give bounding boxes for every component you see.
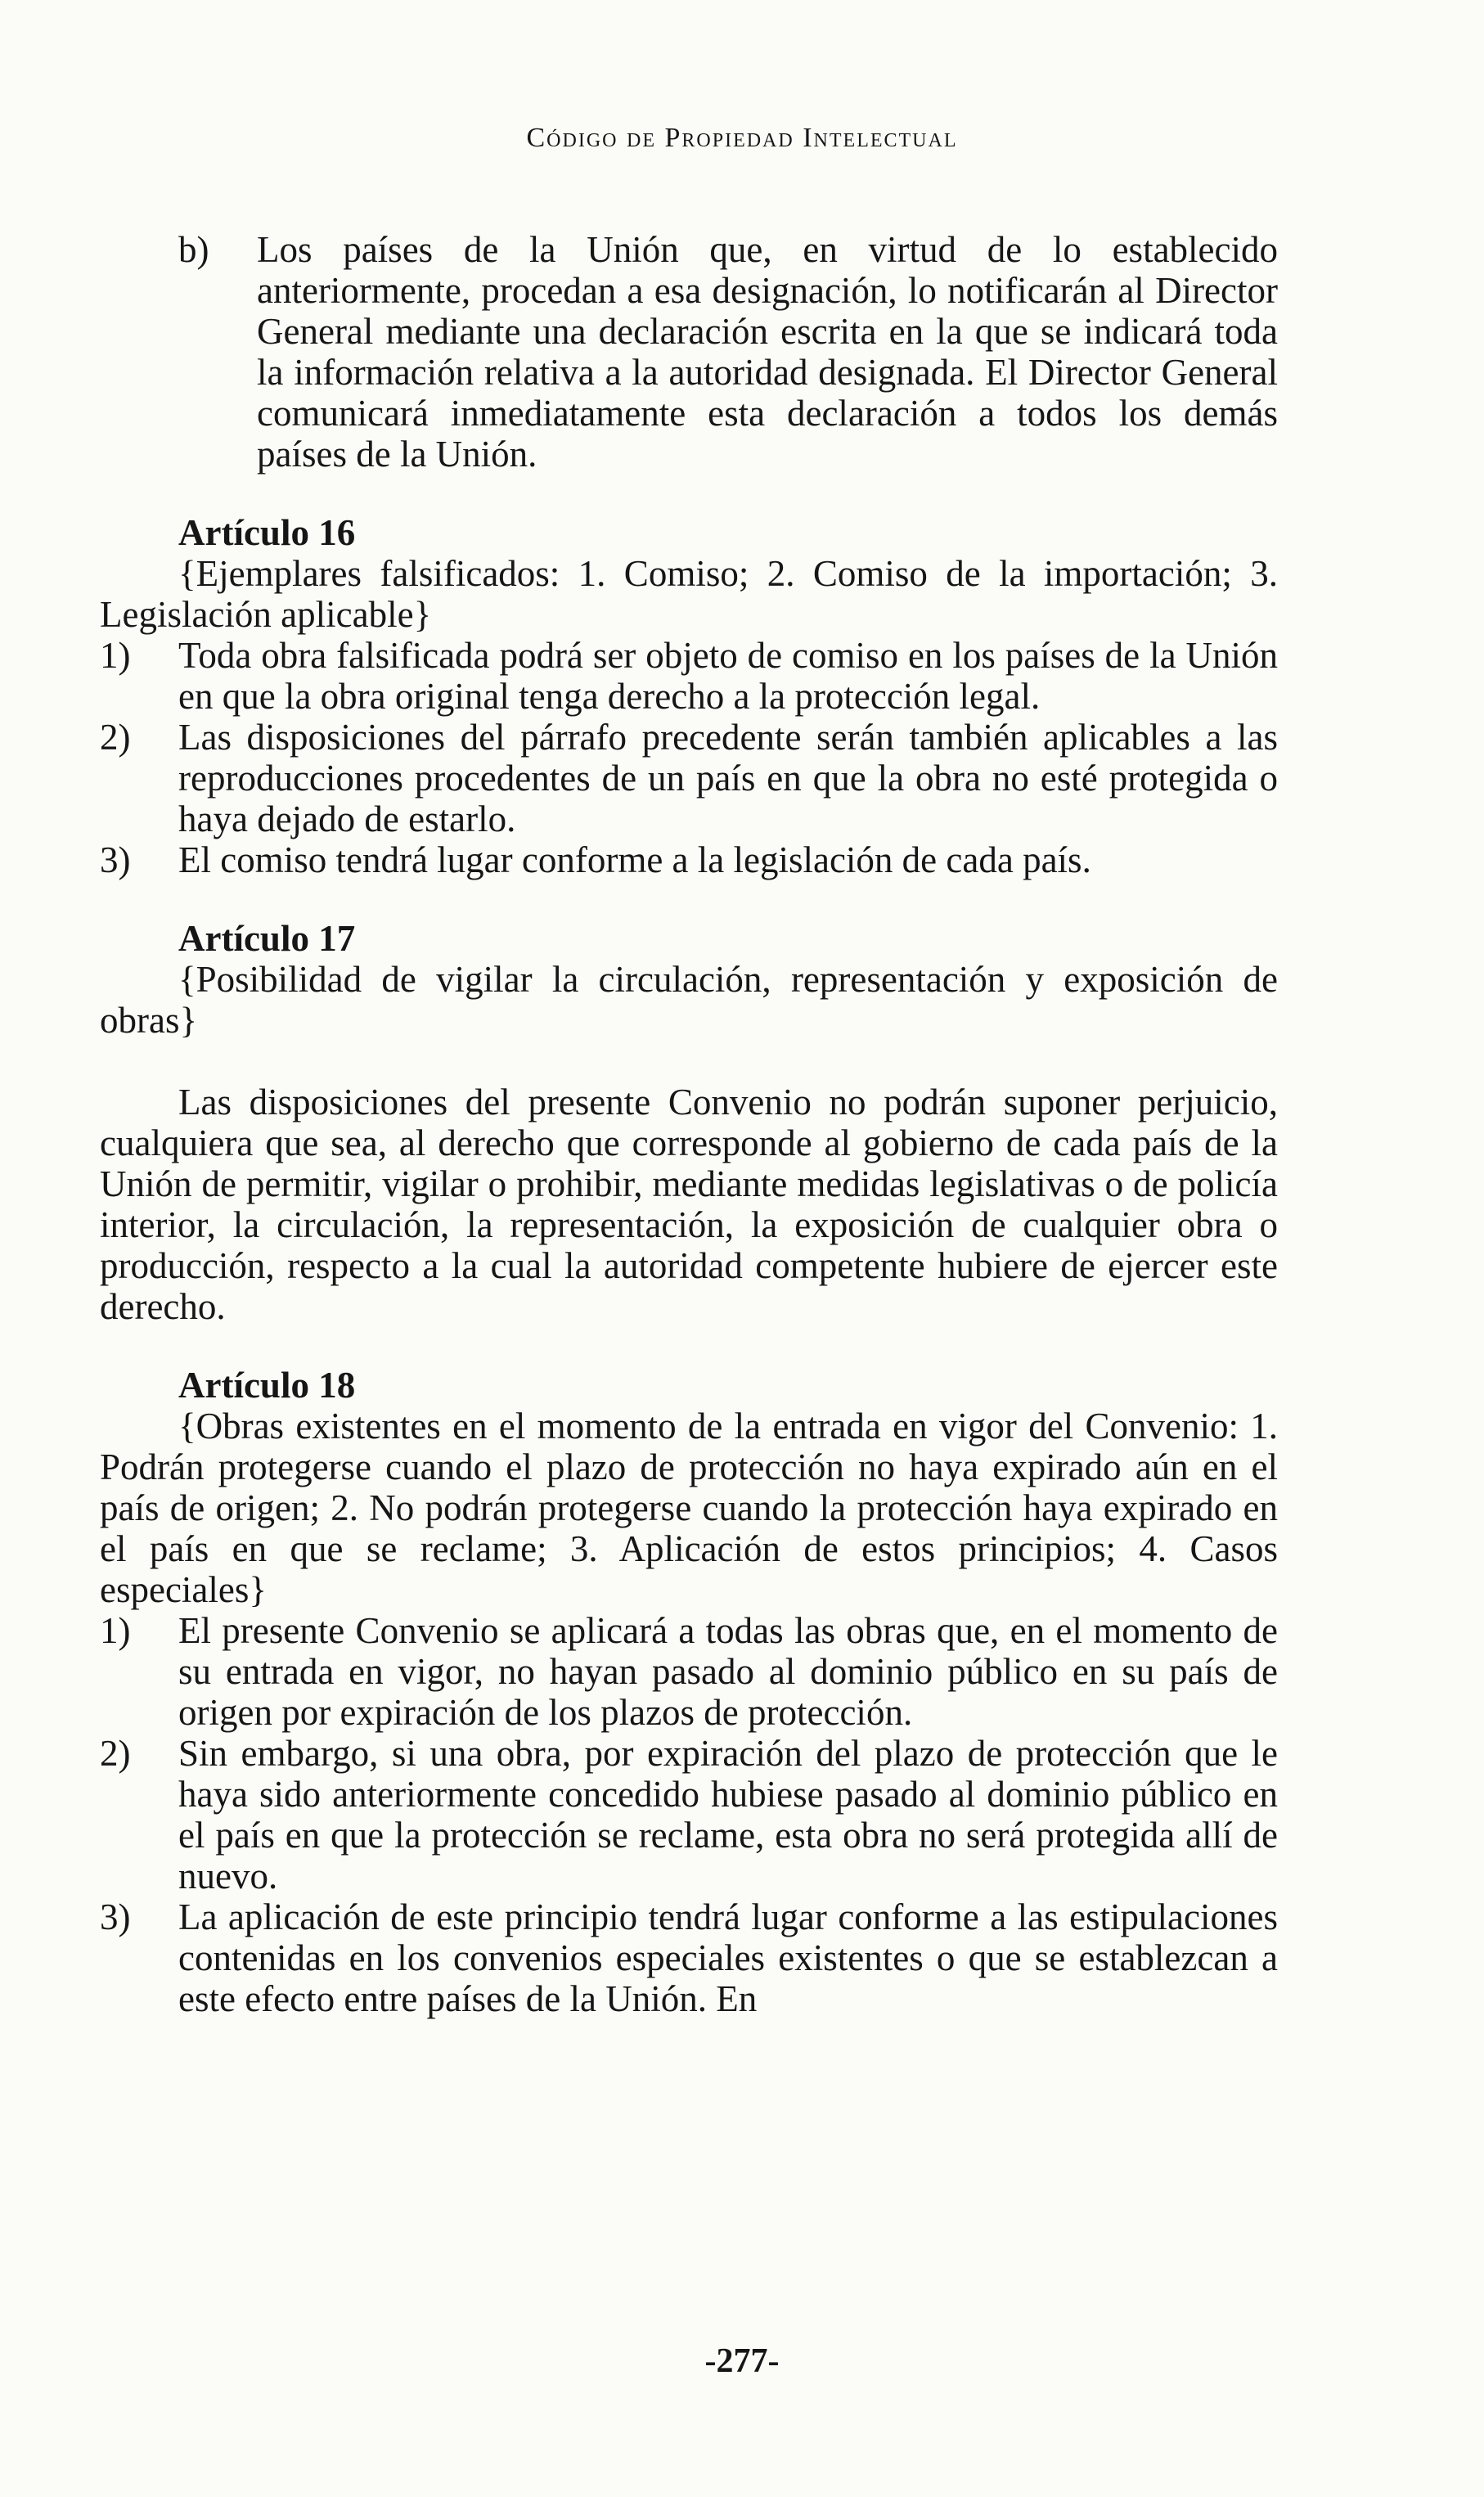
article-title: Artículo 16: [178, 512, 356, 553]
item-marker: 2): [100, 717, 131, 758]
article-16: [100, 512, 1278, 880]
article-paragraph: Las disposiciones del presente Convenio no podrán suponer perjuicio, cualquiera que sea, al derecho que corresponde al gobierno de cada país de la Unión de permitir, vigilar o prohibir, mediante medidas legislativas o de policía interior, la circulación, la representación, la exposición de cualquier obra o producción, respecto a la cual la autoridad competente hubiere de ejercer este derecho.: [100, 1082, 1278, 1327]
item-text: Toda obra falsificada podrá ser objeto de comiso en los países de la Unión en que la obra original tenga derecho a la protección legal.: [178, 635, 1278, 717]
item-b: [178, 229, 1278, 475]
item-text: Las disposiciones del párrafo precedente serán también aplicables a las reproducciones procedentes de un país en que la obra no esté protegida o haya dejado de estarlo.: [178, 717, 1278, 839]
article-subtitle: {Obras existentes en el momento de la entrada en vigor del Convenio: 1. Podrán protegerse cuando el plazo de protección no haya expirado aún en el país de origen; 2. No podrán protegerse cuando la protección haya expirado en el país en que se reclame; 3. Aplicación de estos principios; 4. Casos especiales}: [100, 1406, 1278, 1610]
article-18: [100, 1365, 1278, 2019]
item-marker: 1): [100, 1610, 131, 1651]
article-subtitle: {Ejemplares falsificados: 1. Comiso; 2. Comiso de la importación; 3. Legislación aplicable}: [100, 553, 1278, 635]
item-marker: b): [178, 229, 209, 270]
list-item: [100, 1610, 1278, 1733]
item-text: El presente Convenio se aplicará a todas las obras que, en el momento de su entrada en vigor, no hayan pasado al dominio público en su país de origen por expiración de los plazos de protección.: [178, 1610, 1278, 1733]
list-item: [100, 717, 1278, 839]
article-title: Artículo 17: [178, 918, 356, 959]
article-items: [100, 1610, 1278, 2019]
list-item: [100, 1733, 1278, 1896]
item-text: La aplicación de este principio tendrá lugar conforme a las estipulaciones contenidas en los convenios especiales existentes o que se establezcan a este efecto entre países de la Unión. En: [178, 1896, 1278, 2019]
list-item: [100, 1896, 1278, 2019]
item-marker: 3): [100, 1896, 131, 1937]
list-item: [100, 839, 1278, 880]
item-text: Los países de la Unión que, en virtud de lo establecido anteriormente, procedan a esa designación, lo notificarán al Director General mediante una declaración escrita en la que se indicará toda la información relativa a la autoridad designada. El Director General comunicará inmediatamente esta declaración a todos los demás países de la Unión.: [257, 229, 1278, 475]
item-text: El comiso tendrá lugar conforme a la legislación de cada país.: [178, 839, 1091, 880]
page-number: -277-: [704, 2342, 780, 2380]
article-17: [100, 918, 1278, 1327]
article-subtitle: {Posibilidad de vigilar la circulación, representación y exposición de obras}: [100, 959, 1278, 1041]
article-items: [100, 635, 1278, 880]
page-body: [100, 229, 1278, 2019]
item-text: Sin embargo, si una obra, por expiración del plazo de protección que le haya sido anteriormente concedido hubiese pasado al dominio público en el país en que la protección se reclame, esta obra no será protegida allí de nuevo.: [178, 1733, 1278, 1896]
item-marker: 3): [100, 839, 131, 880]
running-head: Código de Propiedad Intelectual: [526, 123, 958, 153]
article-title: Artículo 18: [178, 1365, 356, 1406]
list-item: [100, 635, 1278, 717]
item-marker: 2): [100, 1733, 131, 1774]
item-marker: 1): [100, 635, 131, 676]
